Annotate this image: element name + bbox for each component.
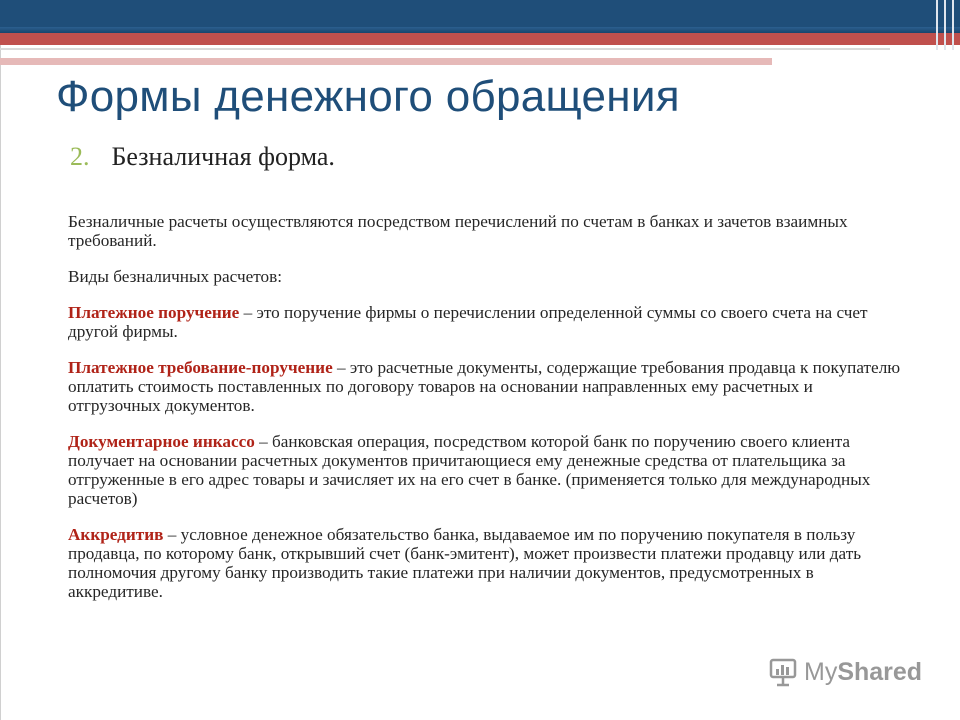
watermark-text-shared: Shared	[837, 657, 923, 686]
item-payment-request-order	[68, 358, 908, 415]
watermark-text-my: My	[804, 657, 838, 686]
definition-letter-of-credit: – условное денежное обязательство банка, выдаваемое им по поручению покупателя в пользу продавца, по которому банк, открывший счет (банк-эмитент), может произвести платежи продавцу или дать полномочия другому банку производить такие платежи при наличии документов, предусмотренных в аккредитиве.	[68, 525, 862, 601]
slide-title: Формы денежного обращения	[56, 72, 680, 121]
intro-paragraph: Безналичные расчеты осуществляются посредством перечислений по счетам в банках и зачетов взаимных требований.	[68, 212, 848, 250]
header-bar-red	[0, 33, 960, 45]
subtitle-text: Безналичная форма.	[111, 142, 335, 171]
types-heading: Виды безналичных расчетов:	[68, 267, 282, 286]
header-stripe-pink	[0, 58, 772, 65]
definition-payment-order: – это поручение фирмы о перечислении определенной суммы со своего счета на счет другой фирмы.	[68, 303, 868, 341]
term-payment-request-order: Платежное требование-поручение	[68, 358, 333, 377]
term-payment-order: Платежное поручение	[68, 303, 240, 322]
header-bar-blue	[0, 0, 960, 33]
subtitle-number: 2.	[70, 142, 90, 171]
watermark-logo	[768, 657, 922, 687]
chart-stand-icon	[768, 657, 798, 687]
corner-decoration	[932, 0, 960, 50]
item-letter-of-credit	[68, 525, 908, 601]
slide-body	[68, 212, 908, 618]
item-payment-order	[68, 303, 908, 341]
term-letter-of-credit: Аккредитив	[68, 525, 164, 544]
slide-subtitle	[70, 142, 335, 172]
header-stripe-light	[0, 48, 890, 50]
definition-documentary-collection: – банковская операция, посредством которой банк по поручению своего клиента получает на основании расчетных документов причитающиеся ему денежные средства от плательщика за отгруженные в его адрес товары и зачисляет их на его счет в банке. (применяется только для международных расчетов)	[68, 432, 871, 508]
term-documentary-collection: Документарное инкассо	[68, 432, 255, 451]
slide-edge	[0, 0, 1, 720]
item-documentary-collection	[68, 432, 908, 508]
definition-payment-request-order: – это расчетные документы, содержащие требования продавца к покупателю оплатить стоимость поставленных по договору товаров на основании направленных ему расчетных и отгрузочных документов.	[68, 358, 901, 415]
